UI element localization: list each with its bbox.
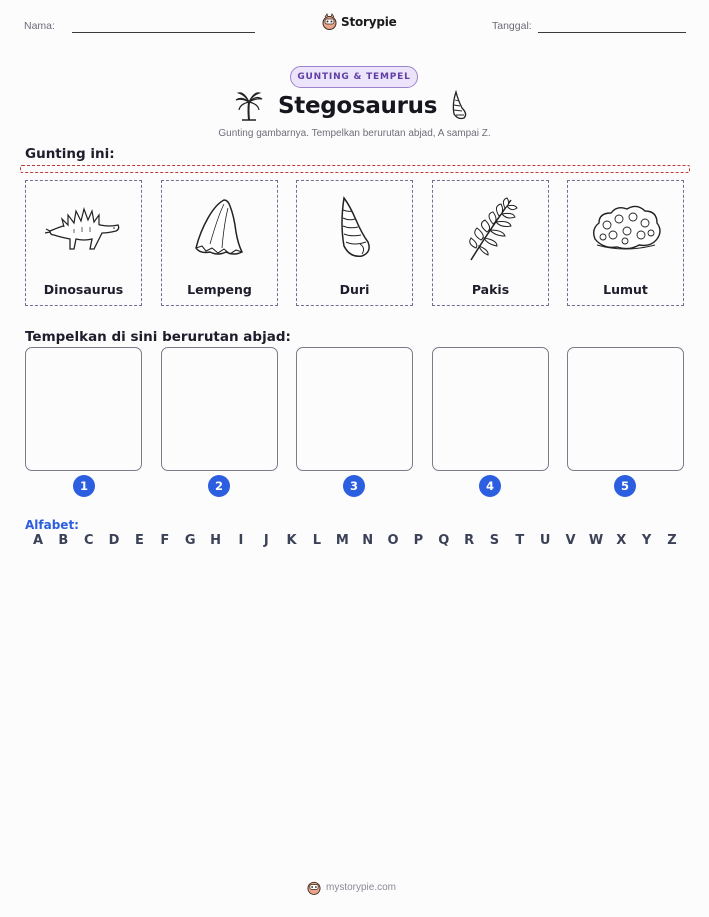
slot-number-badge: 3 (343, 475, 365, 497)
date-label: Tanggal: (492, 20, 532, 32)
brand-logo (322, 13, 397, 30)
alphabet-letter: D (108, 533, 120, 548)
alphabet-letter: E (134, 533, 144, 548)
palm-tree-icon (234, 90, 264, 126)
alphabet-letter: F (160, 533, 170, 548)
moss-icon (568, 189, 683, 269)
cutout-card-pakis[interactable] (432, 180, 549, 306)
cutout-card-lempeng[interactable] (161, 180, 278, 306)
cut-line (20, 165, 690, 173)
alphabet-letter: Z (667, 533, 677, 548)
alphabet-letter: C (83, 533, 94, 548)
alphabet-letter: Y (641, 533, 652, 548)
footer (307, 879, 396, 895)
page-title: Stegosaurus (278, 93, 438, 119)
alphabet-letter: X (616, 533, 627, 548)
alphabet-letter: Q (438, 533, 450, 548)
card-label: Lumut (603, 282, 648, 297)
storypie-mascot-icon (307, 879, 321, 895)
slot-number-badge: 5 (614, 475, 636, 497)
paste-slot-1[interactable] (25, 347, 142, 471)
stegosaurus-icon (26, 189, 141, 269)
alphabet-letter: J (263, 533, 269, 548)
footer-site[interactable]: mystorypie.com (326, 881, 397, 893)
date-field[interactable] (538, 32, 686, 33)
alphabet-letter: M (335, 533, 349, 548)
slot-number-badge: 2 (208, 475, 230, 497)
card-label: Pakis (471, 282, 510, 297)
paste-slot-3[interactable] (296, 347, 413, 471)
name-label: Nama: (24, 20, 55, 32)
name-field[interactable] (72, 32, 255, 33)
paste-slot-5[interactable] (567, 347, 684, 471)
alphabet-letter: V (565, 533, 576, 548)
alphabet-row (31, 533, 679, 548)
paste-slot-4[interactable] (432, 347, 549, 471)
slot-number-badge: 4 (479, 475, 501, 497)
alphabet-letter: N (362, 533, 374, 548)
fern-icon (433, 189, 548, 269)
cutout-card-duri[interactable] (296, 180, 413, 306)
storypie-mascot-icon (322, 13, 337, 30)
spike-icon (297, 189, 412, 269)
cut-section-heading: Gunting ini: (25, 146, 115, 162)
instructions: Gunting gambarnya. Tempelkan berurutan abjad, A sampai Z. (218, 128, 491, 139)
alphabet-letter: R (464, 533, 475, 548)
card-label: Dinosaurus (43, 282, 124, 297)
alphabet-letter: K (286, 533, 297, 548)
card-label: Lempeng (187, 282, 252, 297)
alphabet-letter: P (413, 533, 424, 548)
paste-slot-2[interactable] (161, 347, 278, 471)
cutout-card-lumut[interactable] (567, 180, 684, 306)
alphabet-letter: B (58, 533, 69, 548)
alphabet-letter: W (588, 533, 604, 548)
alphabet-letter: L (312, 533, 322, 548)
slot-number-badge: 1 (73, 475, 95, 497)
brand-name: Storypie (341, 14, 397, 29)
alphabet-letter: T (515, 533, 525, 548)
paste-section-heading: Tempelkan di sini berurutan abjad: (25, 329, 291, 345)
alphabet-letter: U (539, 533, 551, 548)
alphabet-letter: S (489, 533, 500, 548)
activity-tag: GUNTING & TEMPEL (290, 66, 418, 88)
alphabet-letter: G (184, 533, 196, 548)
alphabet-letter: A (32, 533, 44, 548)
alphabet-letter: O (387, 533, 399, 548)
plate-icon (162, 189, 277, 269)
spike-icon (448, 90, 470, 126)
card-label: Duri (339, 282, 370, 297)
alphabet-letter: I (238, 533, 244, 548)
alphabet-label: Alfabet: (25, 518, 79, 532)
alphabet-letter: H (210, 533, 221, 548)
cutout-card-dinosaurus[interactable] (25, 180, 142, 306)
